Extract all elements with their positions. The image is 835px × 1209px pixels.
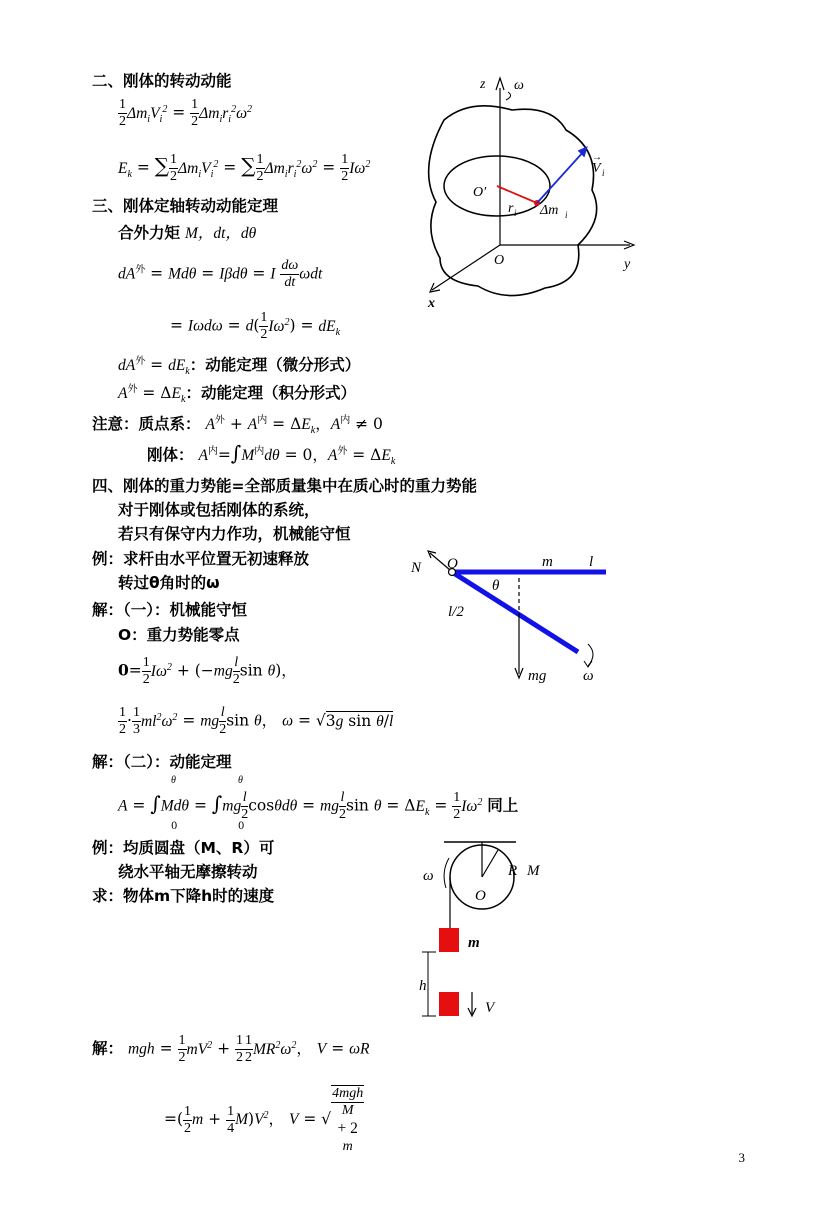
example-2-label: 例：均质圆盘（M、R）可 — [92, 839, 275, 857]
example-1-line-2: 转过θ角时的ω — [118, 574, 220, 592]
origin-label: O — [494, 253, 505, 268]
solution-1-equation-2: $\frac{1}{2}$ · $\frac{1}{3}$ $ml^2\omega^2$ = mg $\frac{l}{2}$ sin θ， ω = √3g sin θ/l — [119, 705, 394, 737]
solution-1-title: 解：（一）：机械能守恒 — [92, 601, 248, 619]
pulley-center-label: O — [475, 888, 486, 904]
integral-lower-limit-1: 0 — [171, 821, 178, 832]
svg-text:i: i — [602, 168, 605, 178]
height-label: h — [419, 978, 427, 994]
torque-line: 合外力矩 M，dt，dθ — [118, 224, 257, 242]
note-particle-system: 注意：质点系： $A^外 + A^内 = \Delta E_k$，$A^内 \ne 0$ — [92, 415, 383, 437]
svg-text:→: → — [592, 152, 602, 163]
svg-text:i: i — [514, 208, 517, 218]
length-label: l — [589, 554, 594, 570]
radius-label: r — [508, 201, 514, 216]
pulley-radius — [482, 850, 498, 877]
equation-kinetic-element: $\frac{1}{2}$ $\Delta m_iV_i^2$ = $\frac{1}{2}$ $\Delta m_ir_i^2\omega^2$ — [119, 97, 253, 129]
note-rigid-body: 刚体： $A^内=\int M^内d\theta = 0$，$A^外 = \Delta E_k$ — [147, 441, 396, 468]
mass-element-label: Δm — [540, 203, 559, 218]
section-2-title: 二、刚体的转动动能 — [92, 72, 232, 90]
pulley-omega-label: ω — [423, 868, 434, 884]
solution-2-equation: A = ∫Mdθ = ∫mg $\frac{l}{2}$ cosθdθ = mg $\frac{l}{2}$ $\sin \theta = \Delta E_k$ = $\frac{1}{2}$ $I\omega^2$ 同上 — [118, 790, 519, 822]
theorem-integral-form: $A^外 = \Delta E_k$：动能定理（积分形式） — [118, 384, 356, 406]
integral-upper-limit-1: θ — [171, 775, 176, 786]
omega-label: ω — [514, 78, 524, 93]
pulley-radius-label: R — [508, 863, 518, 879]
equation-rotational-kinetic-energy: $E_k$ = ∑ $\frac{1}{2}$ $\Delta m_iV_i^2$ = ∑ $\frac{1}{2}$ $\Delta m_ir_i^2\omega^2$ = $\frac{1}{2}$ $I\omega^2$ — [118, 152, 371, 184]
example-2-line-2: 绕水平轴无摩擦转动 — [118, 863, 258, 881]
x-label: x — [428, 296, 435, 311]
section-4-title: 四、刚体的重力势能=全部质量集中在质心时的重力势能 — [92, 477, 477, 495]
solution-1-equation-1: 0= $\frac{1}{2}$ $I\omega^2 + (-mg$ $\frac{l}{2}$ sin θ)， — [118, 655, 297, 687]
section-4-line-1: 对于刚体或包括刚体的系统， — [118, 501, 320, 519]
pivot-label: O — [447, 556, 458, 572]
omega-label-2: ω — [583, 668, 594, 684]
block-final — [439, 992, 459, 1016]
y-label: y — [624, 257, 631, 272]
theta-label: θ — [492, 578, 500, 594]
z-label: z — [480, 77, 486, 92]
integral-lower-limit-2: 0 — [238, 821, 245, 832]
theorem-differential-form: $dA^外 = dE_k$：动能定理（微分形式） — [118, 356, 361, 378]
svg-text:i: i — [565, 210, 568, 220]
half-length-label: l/2 — [448, 604, 464, 620]
pulley-mass-label: M — [527, 863, 540, 879]
solution-1-line-1: O：重力势能零点 — [118, 626, 240, 644]
example-1-label: 例：求杆由水平位置无初速释放 — [92, 550, 310, 568]
mg-label: mg — [528, 668, 547, 684]
example-2-question: 求：物体m下降h时的速度 — [92, 887, 275, 905]
solution-2-title: 解：（二）：动能定理 — [92, 753, 232, 771]
velocity-label: V — [592, 161, 601, 176]
block-mass-label: m — [468, 935, 480, 951]
o-prime-label: O′ — [473, 185, 487, 200]
mass-label: m — [542, 554, 553, 570]
example-2-solution-equation-2: =( $\frac{1}{2}$ m + $\frac{1}{4}$ $M)V^2$， V = √ 4mgh M + 2 m — [164, 1086, 364, 1154]
velocity-label-2: V — [485, 1000, 495, 1016]
page-number: 3 — [738, 1150, 745, 1165]
example-2-solution-equation-1: 解： mgh = $\frac{1}{2}$ $mV^2$ + $\frac{1}{2}$ $\frac{1}{2}$ $MR^2\omega^2$， V = ωR — [92, 1033, 370, 1065]
n-label: N — [411, 560, 422, 576]
equation-work-differential: $dA^外 = Md\theta = I\beta d\theta = I$ $\frac{d\omega}{dt}$ ωdt — [118, 258, 323, 290]
block-initial — [439, 928, 459, 952]
section-3-title: 三、刚体定轴转动动能定理 — [92, 197, 279, 215]
pulley-rotation-arc — [444, 858, 449, 888]
section-4-line-2: 若只有保守内力作功，机械能守恒 — [118, 525, 351, 543]
equation-work-kinetic: = Iωdω = d( $\frac{1}{2}$ $I\omega^2) = dE_k$ — [170, 310, 341, 342]
integral-upper-limit-2: θ — [238, 775, 243, 786]
